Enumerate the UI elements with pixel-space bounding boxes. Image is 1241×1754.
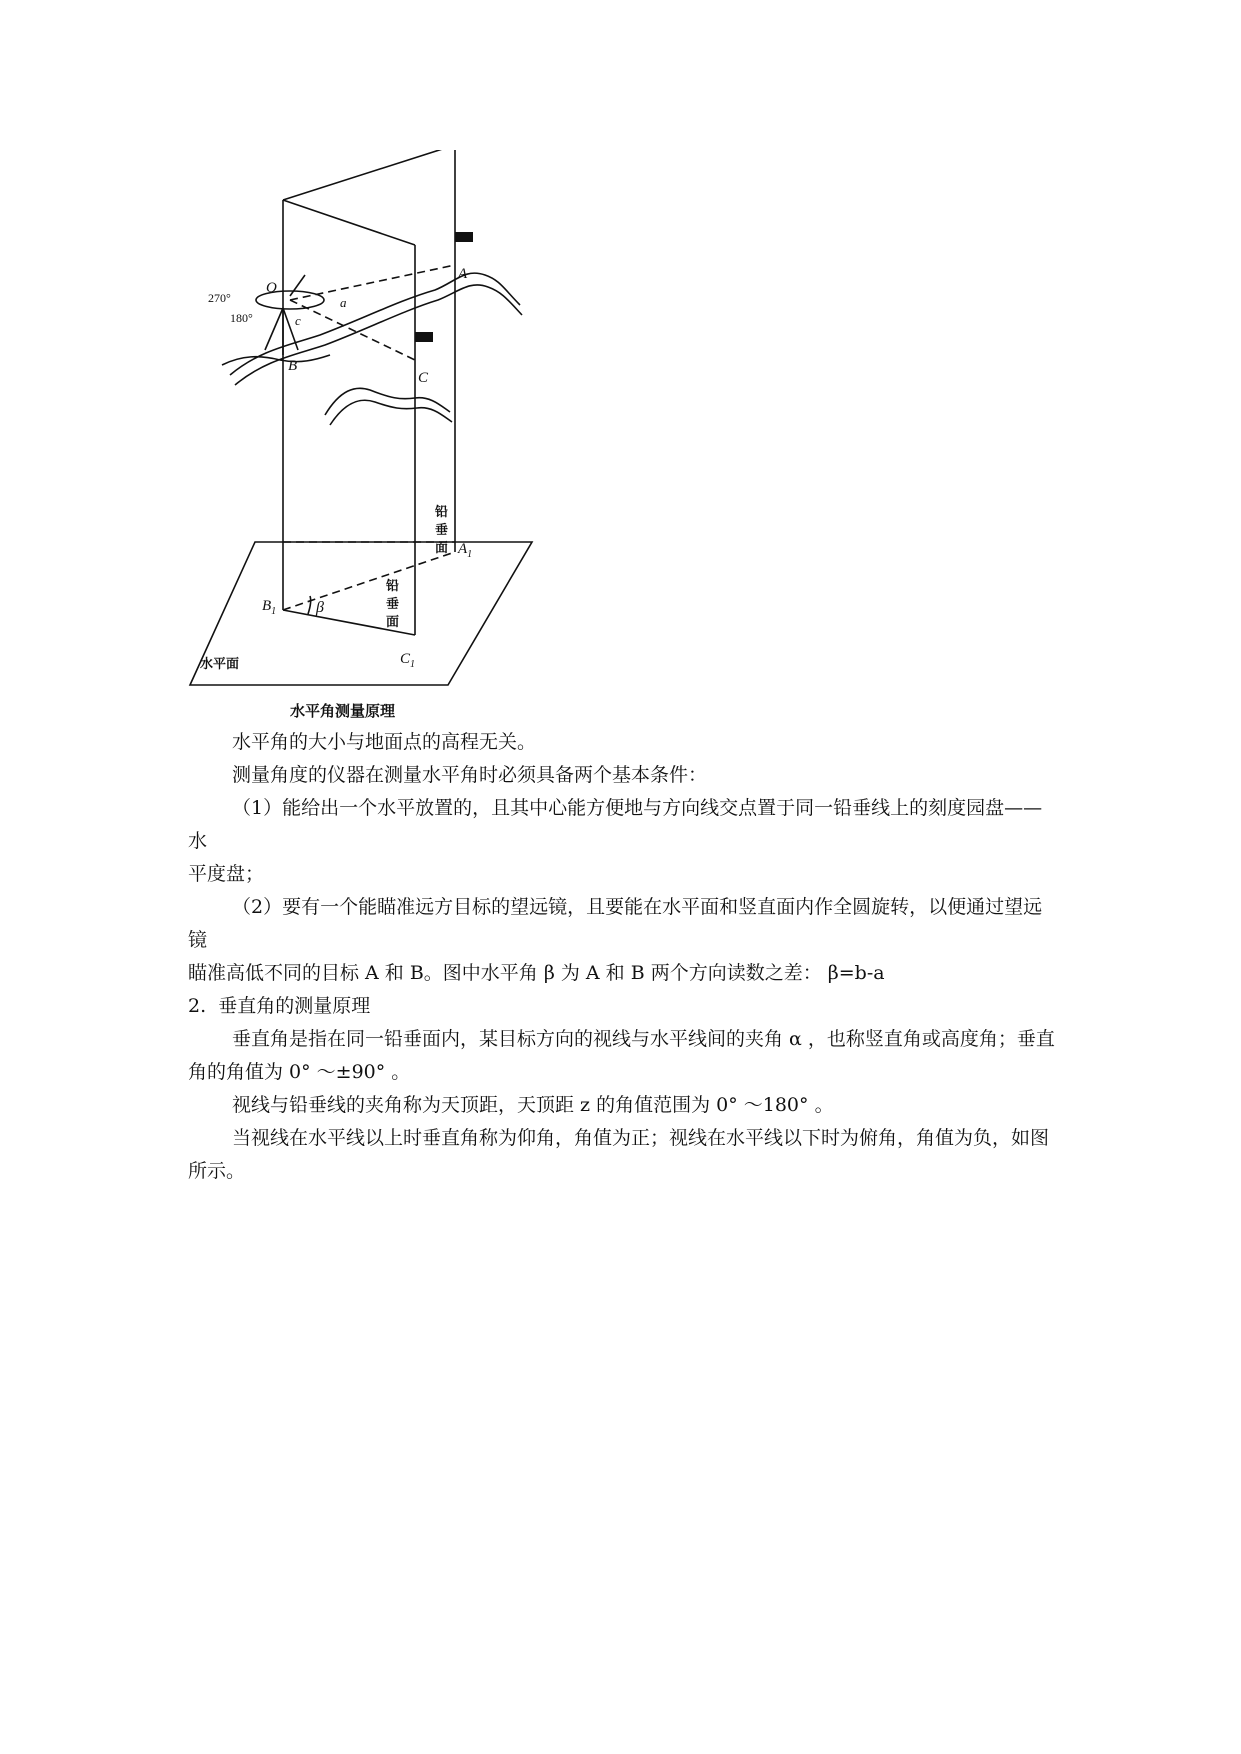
terrain-ridge-4 — [325, 388, 450, 415]
figure-caption: 水平角测量原理 — [290, 702, 396, 720]
sight-line-oa — [290, 265, 455, 300]
paragraph-7: 当视线在水平线以上时垂直角称为仰角，角值为正；视线在水平线以下时为俯角，角值为负，如图所示。 — [188, 1127, 1050, 1182]
label-a: A — [458, 266, 468, 282]
svg-text:铅: 铅 — [435, 505, 449, 520]
paragraph-6: 视线与铅垂线的夹角称为天顶距，天顶距 z 的角值范围为 0° ～180° 。 — [232, 1094, 834, 1116]
label-o: O — [266, 280, 277, 296]
paragraph-3-continued: 平度盘； — [188, 863, 265, 885]
paragraph-4: （2）要有一个能瞄准远方目标的望远镜，且要能在水平面和竖直面内作全圆旋转，以便通过望远镜 — [188, 896, 1043, 951]
terrain-ridge-3 — [222, 355, 330, 365]
label-c: C — [418, 370, 429, 386]
flag-a — [455, 232, 473, 242]
label-b: B — [288, 358, 298, 374]
paragraph-1: 水平角的大小与地面点的高程无关。 — [232, 731, 537, 753]
label-plumb-plane-mid — [386, 578, 399, 630]
terrain-ridge-5 — [330, 400, 452, 425]
diagram-svg — [180, 150, 600, 690]
label-c-reading: c — [295, 313, 301, 328]
terrain-ridge-2 — [235, 285, 522, 385]
telescope — [290, 275, 305, 296]
paragraph-5: 垂直角是指在同一铅垂面内，某目标方向的视线与水平线间的夹角 α ，也称竖直角或高度角；垂直角的角值为 0° ～±90° 。 — [188, 1028, 1055, 1083]
label-a1: $A_1$ — [458, 541, 473, 560]
tripod-leg-1 — [265, 308, 283, 350]
label-270: 270° — [208, 291, 231, 305]
svg-text:垂: 垂 — [386, 597, 400, 612]
plane-top-edge-1 — [283, 150, 455, 200]
label-plumb-plane-right — [435, 504, 448, 556]
svg-text:面: 面 — [435, 541, 449, 556]
horizontal-plane-shape — [190, 542, 532, 685]
paragraph-4-continued: 瞄准高低不同的目标 A 和 B。图中水平角 β 为 A 和 B 两个方向读数之差： β=b-a — [188, 962, 885, 984]
label-c1: $C_1$ — [400, 651, 416, 670]
section-heading-vertical-angle: 2. 垂直角的测量原理 — [188, 995, 371, 1017]
body-text — [188, 726, 1058, 1188]
sight-line-oc — [290, 300, 415, 360]
line-b1-a1 — [283, 552, 455, 610]
flag-c — [415, 332, 433, 342]
paragraph-3: （1）能给出一个水平放置的，且其中心能方便地与方向线交点置于同一铅垂线上的刻度园盘——水 — [188, 797, 1043, 852]
paragraph-2: 测量角度的仪器在测量水平角时必须具备两个基本条件： — [232, 764, 708, 786]
label-a-reading: a — [340, 295, 347, 310]
horizontal-angle-diagram — [180, 150, 600, 690]
label-beta: β — [316, 599, 324, 616]
label-180: 180° — [230, 311, 253, 325]
label-b1: $B_1$ — [262, 598, 277, 617]
beta-arc — [308, 596, 311, 614]
label-horizontal-plane: 水平面 — [200, 657, 240, 672]
svg-text:面: 面 — [386, 615, 400, 630]
plane-top-edge-2 — [283, 200, 415, 245]
svg-text:铅: 铅 — [386, 579, 400, 594]
svg-text:垂: 垂 — [435, 523, 449, 538]
